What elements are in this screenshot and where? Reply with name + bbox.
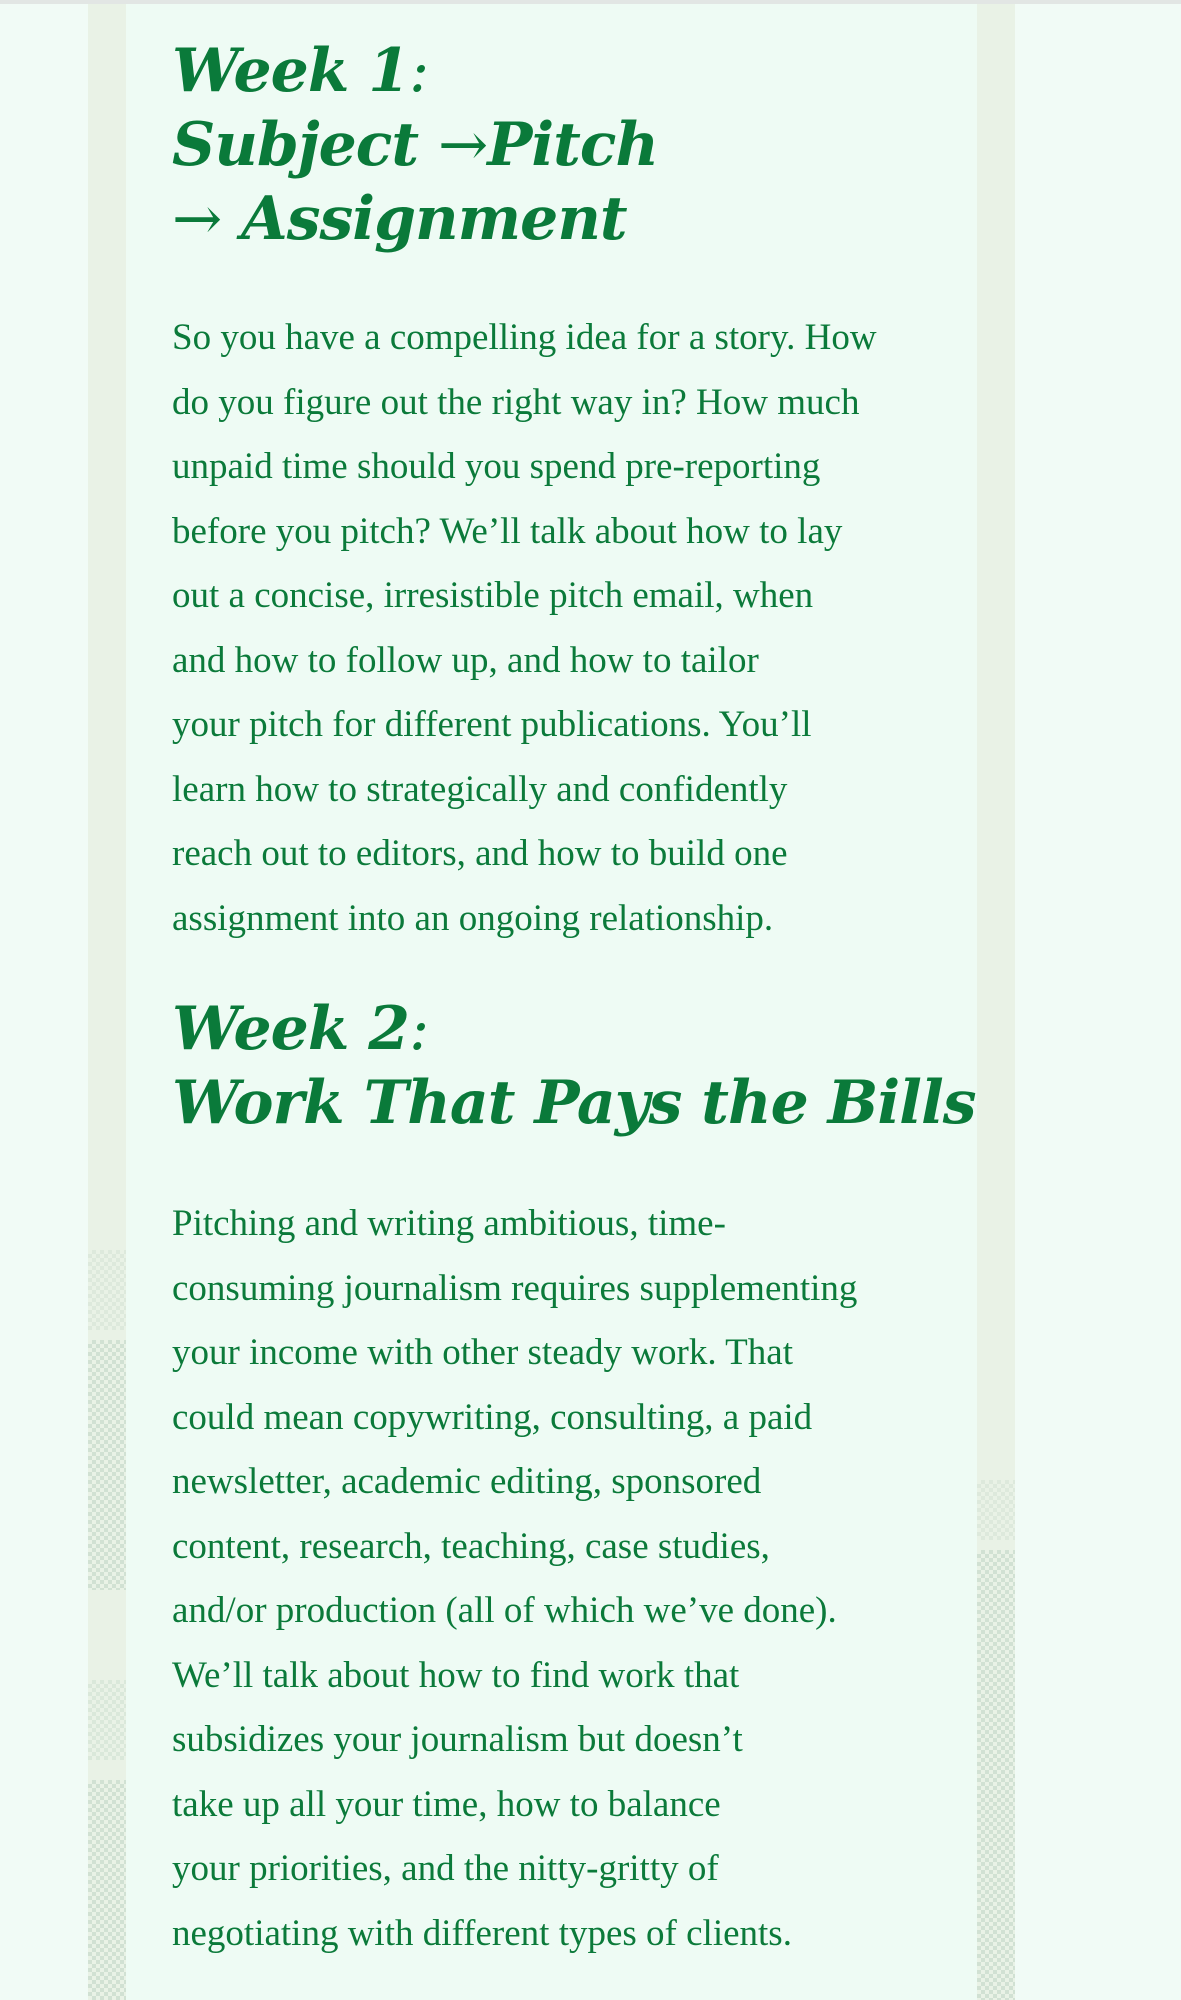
week-label: Week 2 xyxy=(172,994,410,1064)
right-arrow-icon: → xyxy=(437,110,488,180)
paragraph-line: take up all your time, how to balance xyxy=(172,1783,721,1825)
paragraph-line: newsletter, academic editing, sponsored xyxy=(172,1461,762,1502)
paragraph-line: So you have a compelling idea for a story. How xyxy=(172,317,877,358)
decorative-pattern xyxy=(88,1780,126,2000)
paragraph-line: Pitching and writing ambitious, time- xyxy=(172,1203,726,1244)
paragraph-line: and/or production (all of which we’ve done). xyxy=(172,1590,837,1631)
paragraph-line: We’ll talk about how to find work that xyxy=(172,1654,740,1696)
paragraph-line: unpaid time should you spend pre-reporting xyxy=(172,446,821,487)
decorative-pattern xyxy=(88,1250,126,1330)
paragraph-line: assignment into an ongoing relationship. xyxy=(172,897,774,939)
week-1-section xyxy=(172,34,952,951)
decorative-pattern xyxy=(88,1340,126,1590)
decorative-pattern xyxy=(977,1550,1015,2000)
heading-pitch: Pitch xyxy=(487,110,658,180)
decorative-pattern xyxy=(977,1480,1015,1540)
paragraph-line: do you figure out the right way in? How much xyxy=(172,381,860,423)
week-2-section xyxy=(172,992,976,1966)
week-label: Week 1 xyxy=(172,36,410,106)
paragraph-line: your pitch for different publications. You’ll xyxy=(172,704,812,745)
heading-assignment: Assignment xyxy=(241,184,627,254)
paragraph-line: content, research, teaching, case studies, xyxy=(172,1525,770,1567)
paragraph-line: out a concise, irresistible pitch email, when xyxy=(172,575,814,616)
week-2-description xyxy=(172,1192,952,1966)
course-content xyxy=(126,4,977,2000)
paragraph-line: your income with other steady work. That xyxy=(172,1332,793,1373)
week-1-description xyxy=(172,306,952,951)
paragraph-line: and how to follow up, and how to tailor xyxy=(172,639,759,681)
heading-colon: : xyxy=(409,36,429,106)
paragraph-line: negotiating with different types of clients. xyxy=(172,1912,792,1954)
heading-subtitle: Work That Pays the Bills xyxy=(172,1068,976,1138)
heading-subject: Subject xyxy=(172,110,438,180)
paragraph-line: learn how to strategically and confidently xyxy=(172,768,788,810)
paragraph-line: before you pitch? We’ll talk about how to lay xyxy=(172,510,843,552)
paragraph-line: reach out to editors, and how to build one xyxy=(172,833,788,874)
paragraph-line: subsidizes your journalism but doesn’t xyxy=(172,1719,743,1760)
week-2-heading xyxy=(172,992,976,1140)
week-1-heading xyxy=(172,34,952,256)
paragraph-line: your priorities, and the nitty-gritty of xyxy=(172,1848,719,1889)
paragraph-line: could mean copywriting, consulting, a paid xyxy=(172,1396,813,1438)
decorative-pattern xyxy=(88,1680,126,1760)
right-arrow-icon: → xyxy=(172,184,222,254)
paragraph-line: consuming journalism requires supplementing xyxy=(172,1267,858,1309)
heading-colon: : xyxy=(409,994,429,1064)
